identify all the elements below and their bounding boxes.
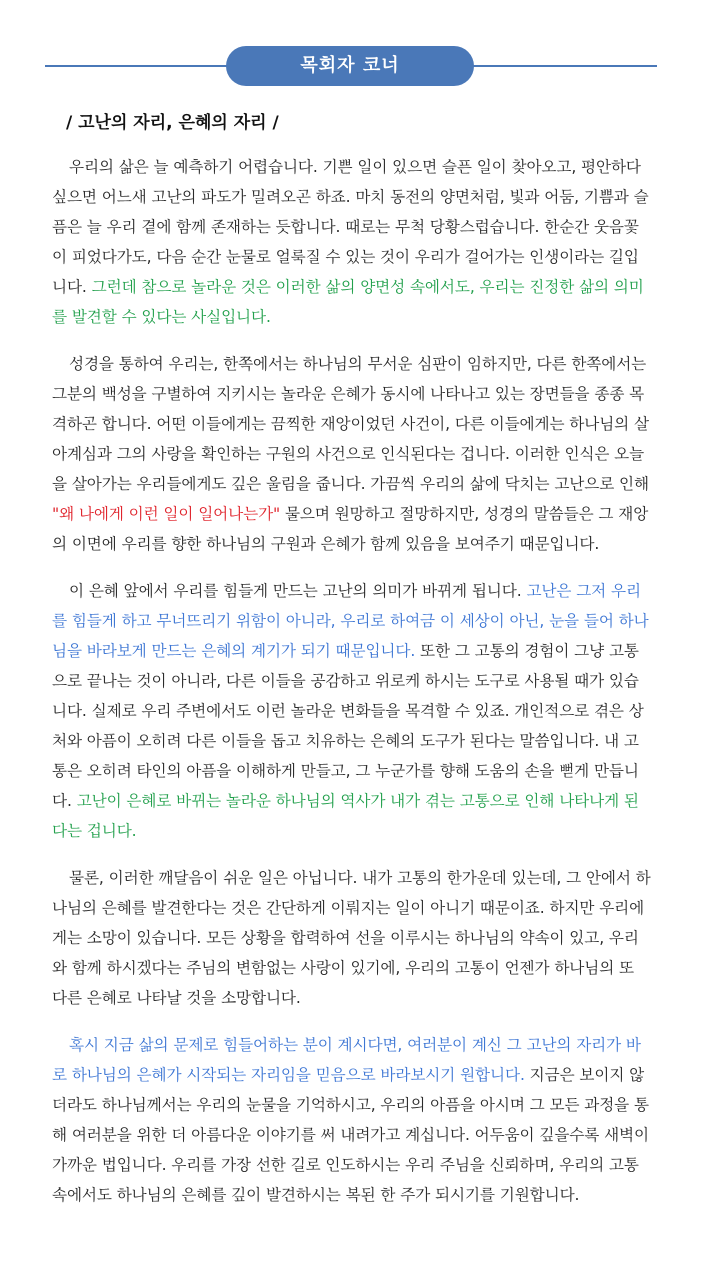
paragraph-3-highlight-blue: 고난은 그저 우리를 힘들게 하고 무너뜨리기 위함이 아니라, 우리로 하여금 이 세상이 아닌, 눈을 들어 하나님을 바라보게 만드는 은혜의 계기가 되기 때문입니다. <box>52 582 649 660</box>
paragraph-2-text: 성경을 통하여 우리는, 한쪽에서는 하나님의 무서운 심판이 임하지만, 다른 한쪽에서는 그분의 백성을 구별하여 지키시는 놀라운 은혜가 동시에 나타나고 있는 장면들을 종종 목격하곤 합니다. 어떤 이들에게는 끔찍한 재앙이었던 사건이, 다른 이들에게는 하나님의 살아계심과 그의 사랑을 확인하는 구원의 사건으로 인식된다는 겁니다. 이러한 인식은 오늘을 살아가는 우리들에게도 깊은 울림을 줍니다. 가끔씩 우리의 삶에 닥치는 고난으로 인해 <box>52 355 649 493</box>
paragraph-4 <box>52 863 652 1013</box>
paragraph-3-highlight-green: 고난이 은혜로 바뀌는 놀라운 하나님의 역사가 내가 겪는 고통으로 인해 나타나게 된다는 겁니다. <box>52 792 639 840</box>
paragraph-1-text: 우리의 삶은 늘 예측하기 어렵습니다. 기쁜 일이 있으면 슬픈 일이 찾아오고, 평안하다 싶으면 어느새 고난의 파도가 밀려오곤 하죠. 마치 동전의 양면처럼, 빛과 어둠, 기쁨과 슬픔은 늘 우리 곁에 함께 존재하는 듯합니다. 때로는 무척 당황스럽습니다. 한순간 웃음꽃이 피었다가도, 다음 순간 눈물로 얼룩질 수 있는 것이 우리가 걸어가는 인생이라는 길입니다. <box>52 158 649 296</box>
paragraph-2-text-end: 물으며 원망하고 절망하지만, 성경의 말씀들은 그 재앙의 이면에 우리를 향한 하나님의 구원과 은혜가 함께 있음을 보여주기 때문입니다. <box>52 505 649 553</box>
header-title-badge: 목회자 코너 <box>226 46 474 86</box>
paragraph-2-quote: "왜 나에게 이런 일이 일어나는가" <box>52 505 281 523</box>
paragraph-3 <box>52 576 652 846</box>
paragraph-4-text: 물론, 이러한 깨달음이 쉬운 일은 아닙니다. 내가 고통의 한가운데 있는데, 그 안에서 하나님의 은혜를 발견한다는 것은 간단하게 이뤄지는 일이 아니기 때문이죠. 하지만 우리에게는 소망이 있습니다. 모든 상황을 합력하여 선을 이루시는 하나님의 약속이 있고, 우리와 함께 하시겠다는 주님의 변함없는 사랑이 있기에, 우리의 고통이 언젠가 하나님의 또 다른 은혜로 나타날 것을 소망합니다. <box>52 869 651 1007</box>
paragraph-1-highlight: 그런데 참으로 놀라운 것은 이러한 삶의 양면성 속에서도, 우리는 진정한 삶의 의미를 발견할 수 있다는 사실입니다. <box>52 278 644 326</box>
paragraph-3-text-middle: 또한 그 고통의 경험이 그냥 고통으로 끝나는 것이 아니라, 다른 이들을 공감하고 위로케 하시는 도구로 사용될 때가 있습니다. 실제로 우리 주변에서도 이런 놀라운 변화들을 목격할 수 있죠. 개인적으로 겪은 상처와 아픔이 오히려 다른 이들을 돕고 치유하는 은혜의 도구가 된다는 말씀입니다. 내 고통은 오히려 타인의 아픔을 이해하게 만들고, 그 누군가를 향해 도움의 손을 뻗게 만듭니다. <box>52 642 644 810</box>
paragraph-5-text: 지금은 보이지 않더라도 하나님께서는 우리의 눈물을 기억하시고, 우리의 아픔을 아시며 그 모든 과정을 통해 여러분을 위한 더 아름다운 이야기를 써 내려가고 계십니다. 어두움이 깊을수록 새벽이 가까운 법입니다. 우리를 가장 선한 길로 인도하시는 우리 주님을 신뢰하며, 우리의 고통 속에서도 하나님의 은혜를 깊이 발견하시는 복된 한 주가 되시기를 기원합니다. <box>52 1066 649 1204</box>
article-title: / 고난의 자리, 은혜의 자리 / <box>66 113 279 133</box>
paragraph-5-highlight: 혹시 지금 삶의 문제로 힘들어하는 분이 계시다면, 여러분이 계신 그 고난의 자리가 바로 하나님의 은혜가 시작되는 자리임을 믿음으로 바라보시기 원합니다. <box>52 1036 641 1084</box>
paragraph-2 <box>52 349 652 559</box>
paragraph-5 <box>52 1030 652 1210</box>
article-body <box>52 152 652 1227</box>
section-header <box>0 40 706 90</box>
paragraph-1 <box>52 152 652 332</box>
paragraph-3-text: 이 은혜 앞에서 우리를 힘들게 만드는 고난의 의미가 바뀌게 됩니다. <box>69 582 527 600</box>
